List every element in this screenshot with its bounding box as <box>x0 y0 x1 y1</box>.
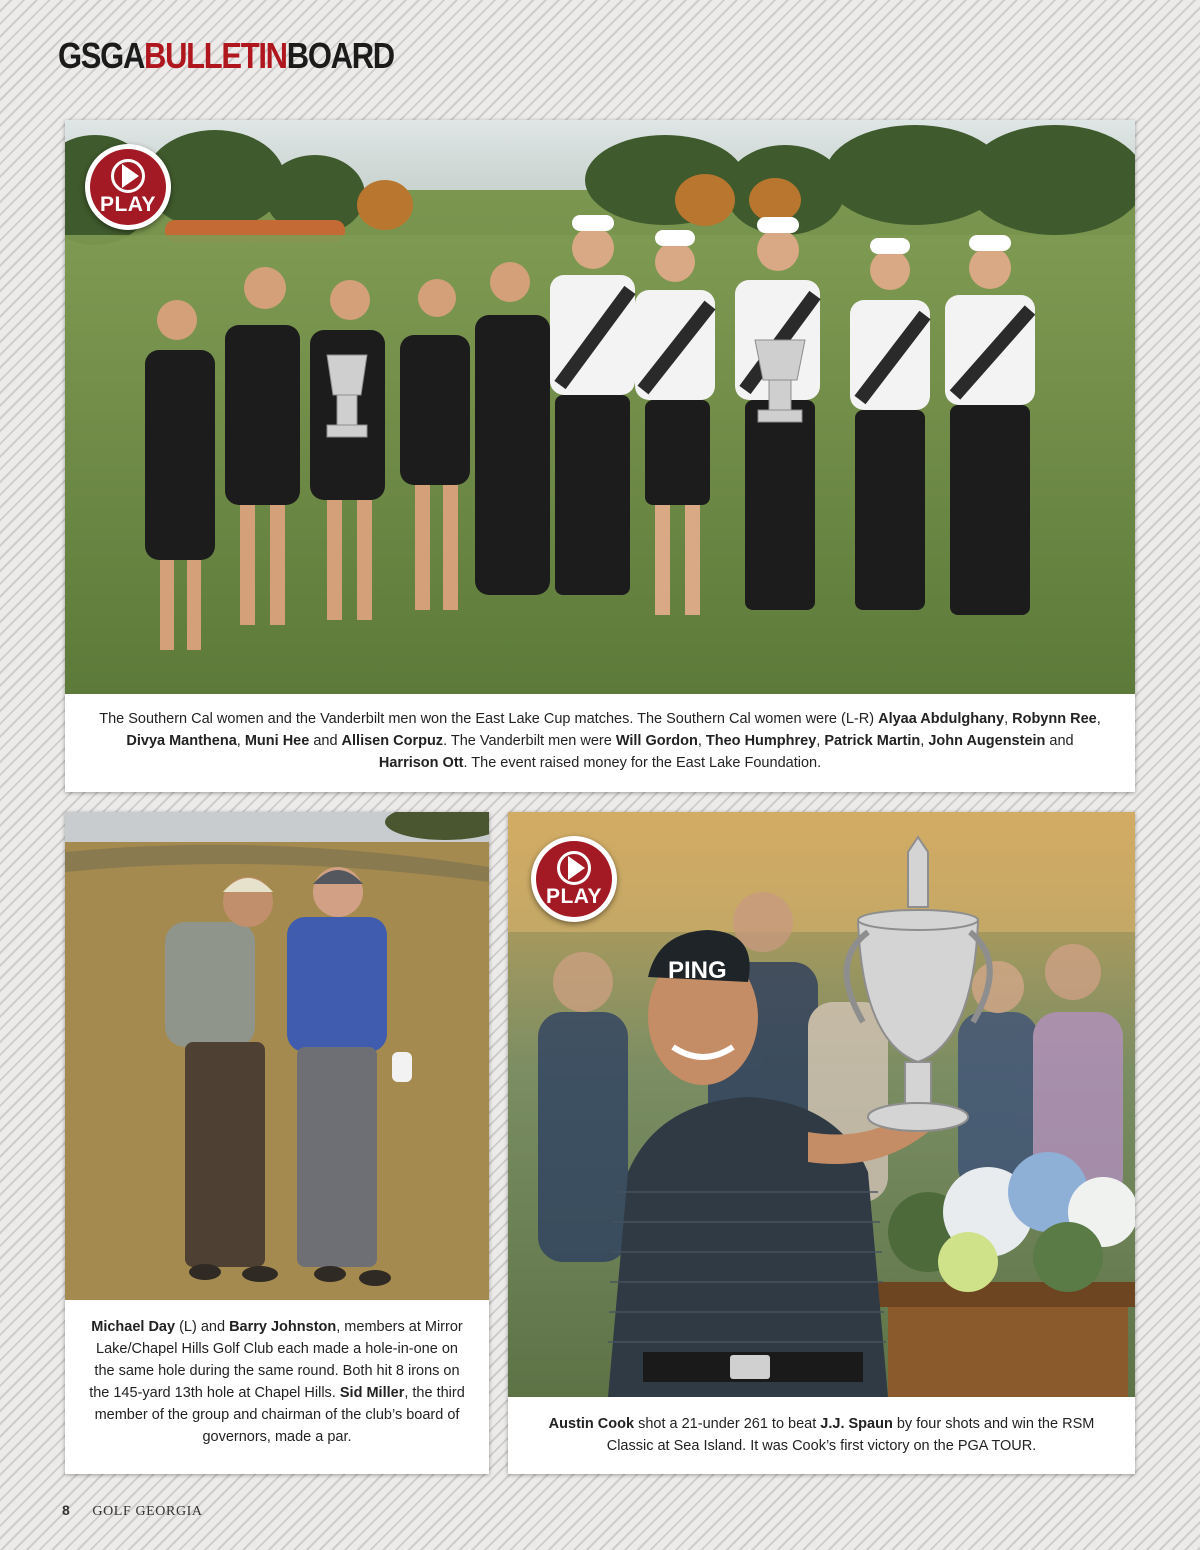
caption-segment: and <box>309 733 342 749</box>
page-footer <box>62 1502 203 1520</box>
caption-segment: , the third member of the group and chairman of the club’s board of governors, made a par. <box>94 1385 465 1445</box>
cap-logo-text: PING <box>668 957 727 984</box>
play-button-inner <box>90 149 166 225</box>
caption-name: J.J. Spaun <box>820 1416 893 1432</box>
caption-name: Allisen Corpuz <box>341 733 444 749</box>
masthead-gsga: GSGA <box>58 35 145 76</box>
play-button[interactable] <box>85 144 171 230</box>
caption-name: Harrison Ott <box>378 755 464 771</box>
caption-segment: , <box>1004 711 1013 727</box>
caption-segment: , <box>1096 711 1101 727</box>
story-card-hole-in-one <box>65 812 489 1474</box>
caption-segment: . The event raised money for the East Lake Foundation. <box>463 755 822 771</box>
story-card-rsm-classic <box>508 812 1135 1474</box>
caption-name: Alyaa Abdulghany <box>878 711 1005 727</box>
caption-segment: (L) and <box>175 1319 230 1335</box>
story-card-east-lake-cup <box>65 120 1135 792</box>
caption-segment: , members at Mirror Lake/Chapel Hills Golf Club each made a hole-in-one on the same hole during the same round. Both hit 8 irons on the 145-yard 13th hole at Chapel Hills. <box>89 1319 463 1401</box>
caption-text <box>99 711 1101 771</box>
play-button-inner <box>536 841 612 917</box>
caption-name: Patrick Martin <box>824 733 921 749</box>
caption-segment: by four shots and win the RSM Classic at Sea Island. It was Cook’s first victory on the PGA TOUR. <box>606 1416 1095 1454</box>
austin-cook-photo <box>508 812 1135 1397</box>
caption-segment: , <box>236 733 245 749</box>
hole-in-one-image <box>65 812 489 1300</box>
caption-name: Robynn Ree <box>1012 711 1097 727</box>
masthead-bulletin: BULLETIN <box>144 35 287 76</box>
caption-east-lake-cup <box>65 708 1135 774</box>
play-label: PLAY <box>99 192 157 216</box>
caption-segment: , <box>816 733 825 749</box>
team-photo <box>65 120 1135 694</box>
caption-segment: . The Vanderbilt men were <box>443 733 616 749</box>
caption-name: Austin Cook <box>548 1416 635 1432</box>
caption-segment: and <box>1045 733 1074 749</box>
caption-name: John Augenstein <box>928 733 1046 749</box>
caption-rsm-classic <box>508 1413 1135 1457</box>
caption-segment: The Southern Cal women and the Vanderbilt men won the East Lake Cup matches. The Southern Cal women were (L-R) <box>99 711 879 727</box>
masthead-title <box>58 34 394 78</box>
play-button[interactable] <box>531 836 617 922</box>
hole-in-one-photo <box>65 812 489 1300</box>
caption-segment: , <box>920 733 929 749</box>
caption-segment: shot a 21-under 261 to beat <box>634 1416 821 1432</box>
caption-name: Will Gordon <box>615 733 698 749</box>
page-number: 8 <box>62 1502 71 1518</box>
caption-text <box>89 1319 465 1445</box>
magazine-name: GOLF GEORGIA <box>92 1504 203 1519</box>
play-icon <box>557 851 591 885</box>
caption-name: Muni Hee <box>244 733 310 749</box>
caption-name: Barry Johnston <box>229 1319 337 1335</box>
play-label: PLAY <box>545 884 603 908</box>
caption-text <box>549 1416 1095 1454</box>
masthead-board: BOARD <box>286 35 394 76</box>
caption-name: Michael Day <box>91 1319 176 1335</box>
caption-hole-in-one <box>65 1316 489 1448</box>
caption-name: Sid Miller <box>339 1385 405 1401</box>
play-icon <box>111 159 145 193</box>
caption-segment: , <box>697 733 706 749</box>
team-photo-image <box>65 120 1135 694</box>
caption-name: Divya Manthena <box>126 733 237 749</box>
caption-name: Theo Humphrey <box>705 733 817 749</box>
